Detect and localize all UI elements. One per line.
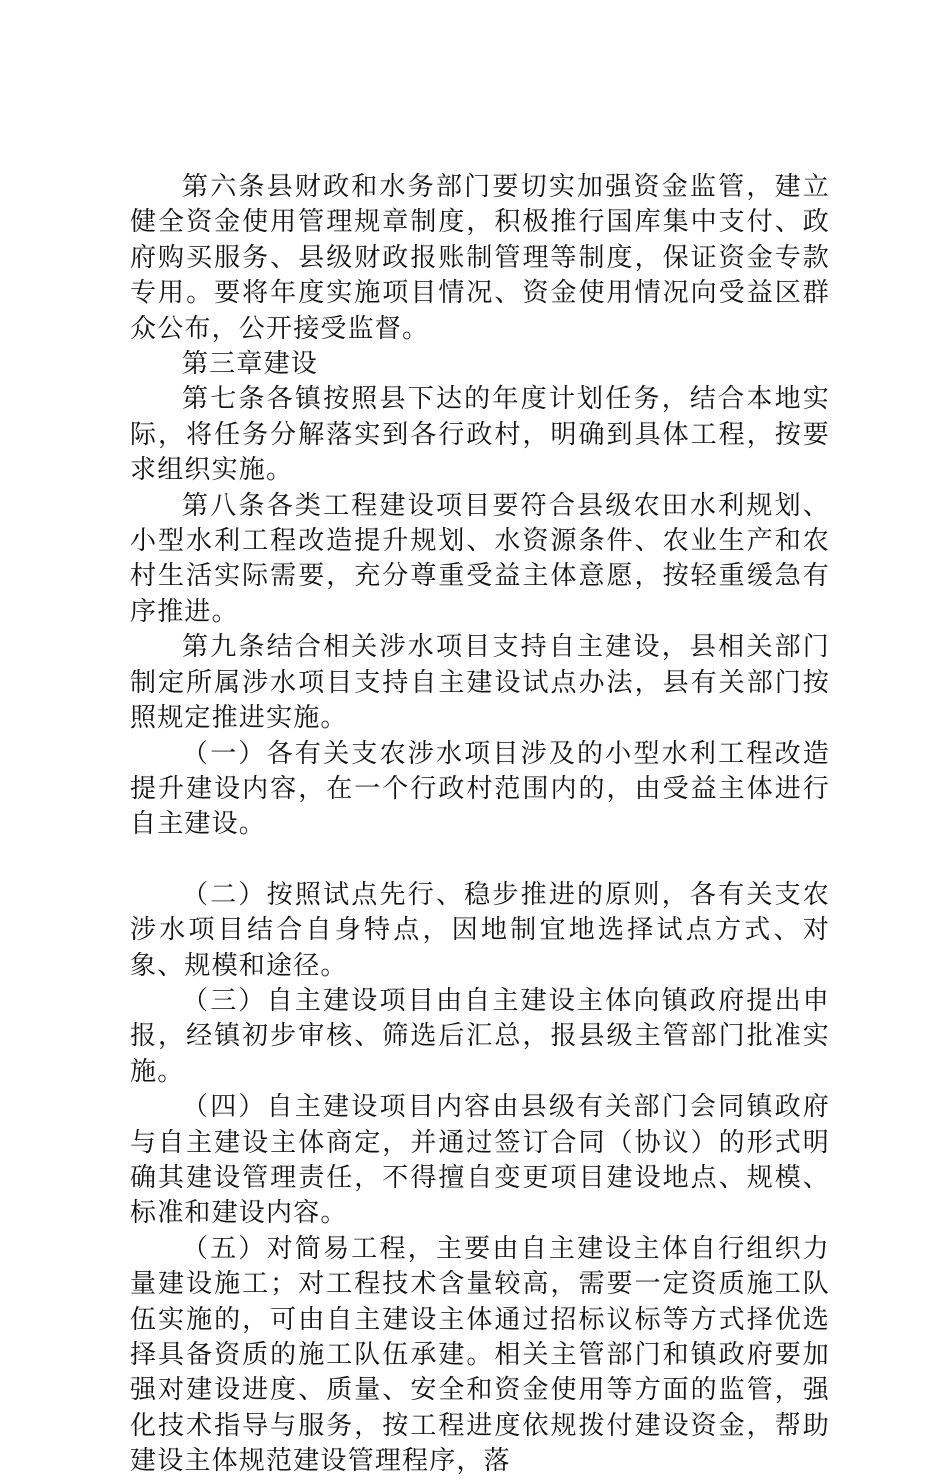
article-8-paragraph: 第八条各类工程建设项目要符合县级农田水利规划、小型水利工程改造提升规划、水资源条件、农业生产和农村生活实际需要，充分尊重受益主体意愿，按轻重缓急有序推进。 <box>130 490 830 627</box>
article-9-item-4: （四）自主建设项目内容由县级有关部门会同镇政府与自主建设主体商定，并通过签订合同（协议）的形式明确其建设管理责任，不得擅自变更项目建设地点、规模、标准和建设内容。 <box>130 1092 830 1229</box>
article-9-item-2: （二）按照试点先行、稳步推进的原则，各有关支农涉水项目结合自身特点，因地制宜地选择试点方式、对象、规模和途径。 <box>130 879 830 981</box>
article-7-paragraph: 第七条各镇按照县下达的年度计划任务，结合本地实际，将任务分解落实到各行政村，明确到具体工程，按要求组织实施。 <box>130 384 830 486</box>
article-9-paragraph: 第九条结合相关涉水项目支持自主建设，县相关部门制定所属涉水项目支持自主建设试点办法，县有关部门按照规定推进实施。 <box>130 632 830 734</box>
article-9-item-5: （五）对简易工程，主要由自主建设主体自行组织力量建设施工；对工程技术含量较高，需要一定资质施工队伍实施的，可由自主建设主体通过招标议标等方式择优选择具备资质的施工队伍承建。相关主管部门和镇政府要加强对建设进度、质量、安全和资金使用等方面的监管，强化技术指导与服务，按工程进度依规拨付建设资金，帮助建设主体规范建设管理程序，落 <box>130 1233 830 1477</box>
article-6-paragraph: 第六条县财政和水务部门要切实加强资金监管，建立健全资金使用管理规章制度，积极推行国库集中支付、政府购买服务、县级财政报账制管理等制度，保证资金专款专用。要将年度实施项目情况、资金使用情况向受益区群众公布，公开接受监督。 <box>130 172 830 344</box>
article-9-item-1: （一）各有关支农涉水项目涉及的小型水利工程改造提升建设内容，在一个行政村范围内的，由受益主体进行自主建设。 <box>130 738 830 840</box>
chapter-3-heading: 第三章建设 <box>182 349 319 380</box>
document-body <box>130 170 830 1480</box>
article-9-item-3: （三）自主建设项目由自主建设主体向镇政府提出申报，经镇初步审核、筛选后汇总，报县级主管部门批准实施。 <box>130 985 830 1087</box>
